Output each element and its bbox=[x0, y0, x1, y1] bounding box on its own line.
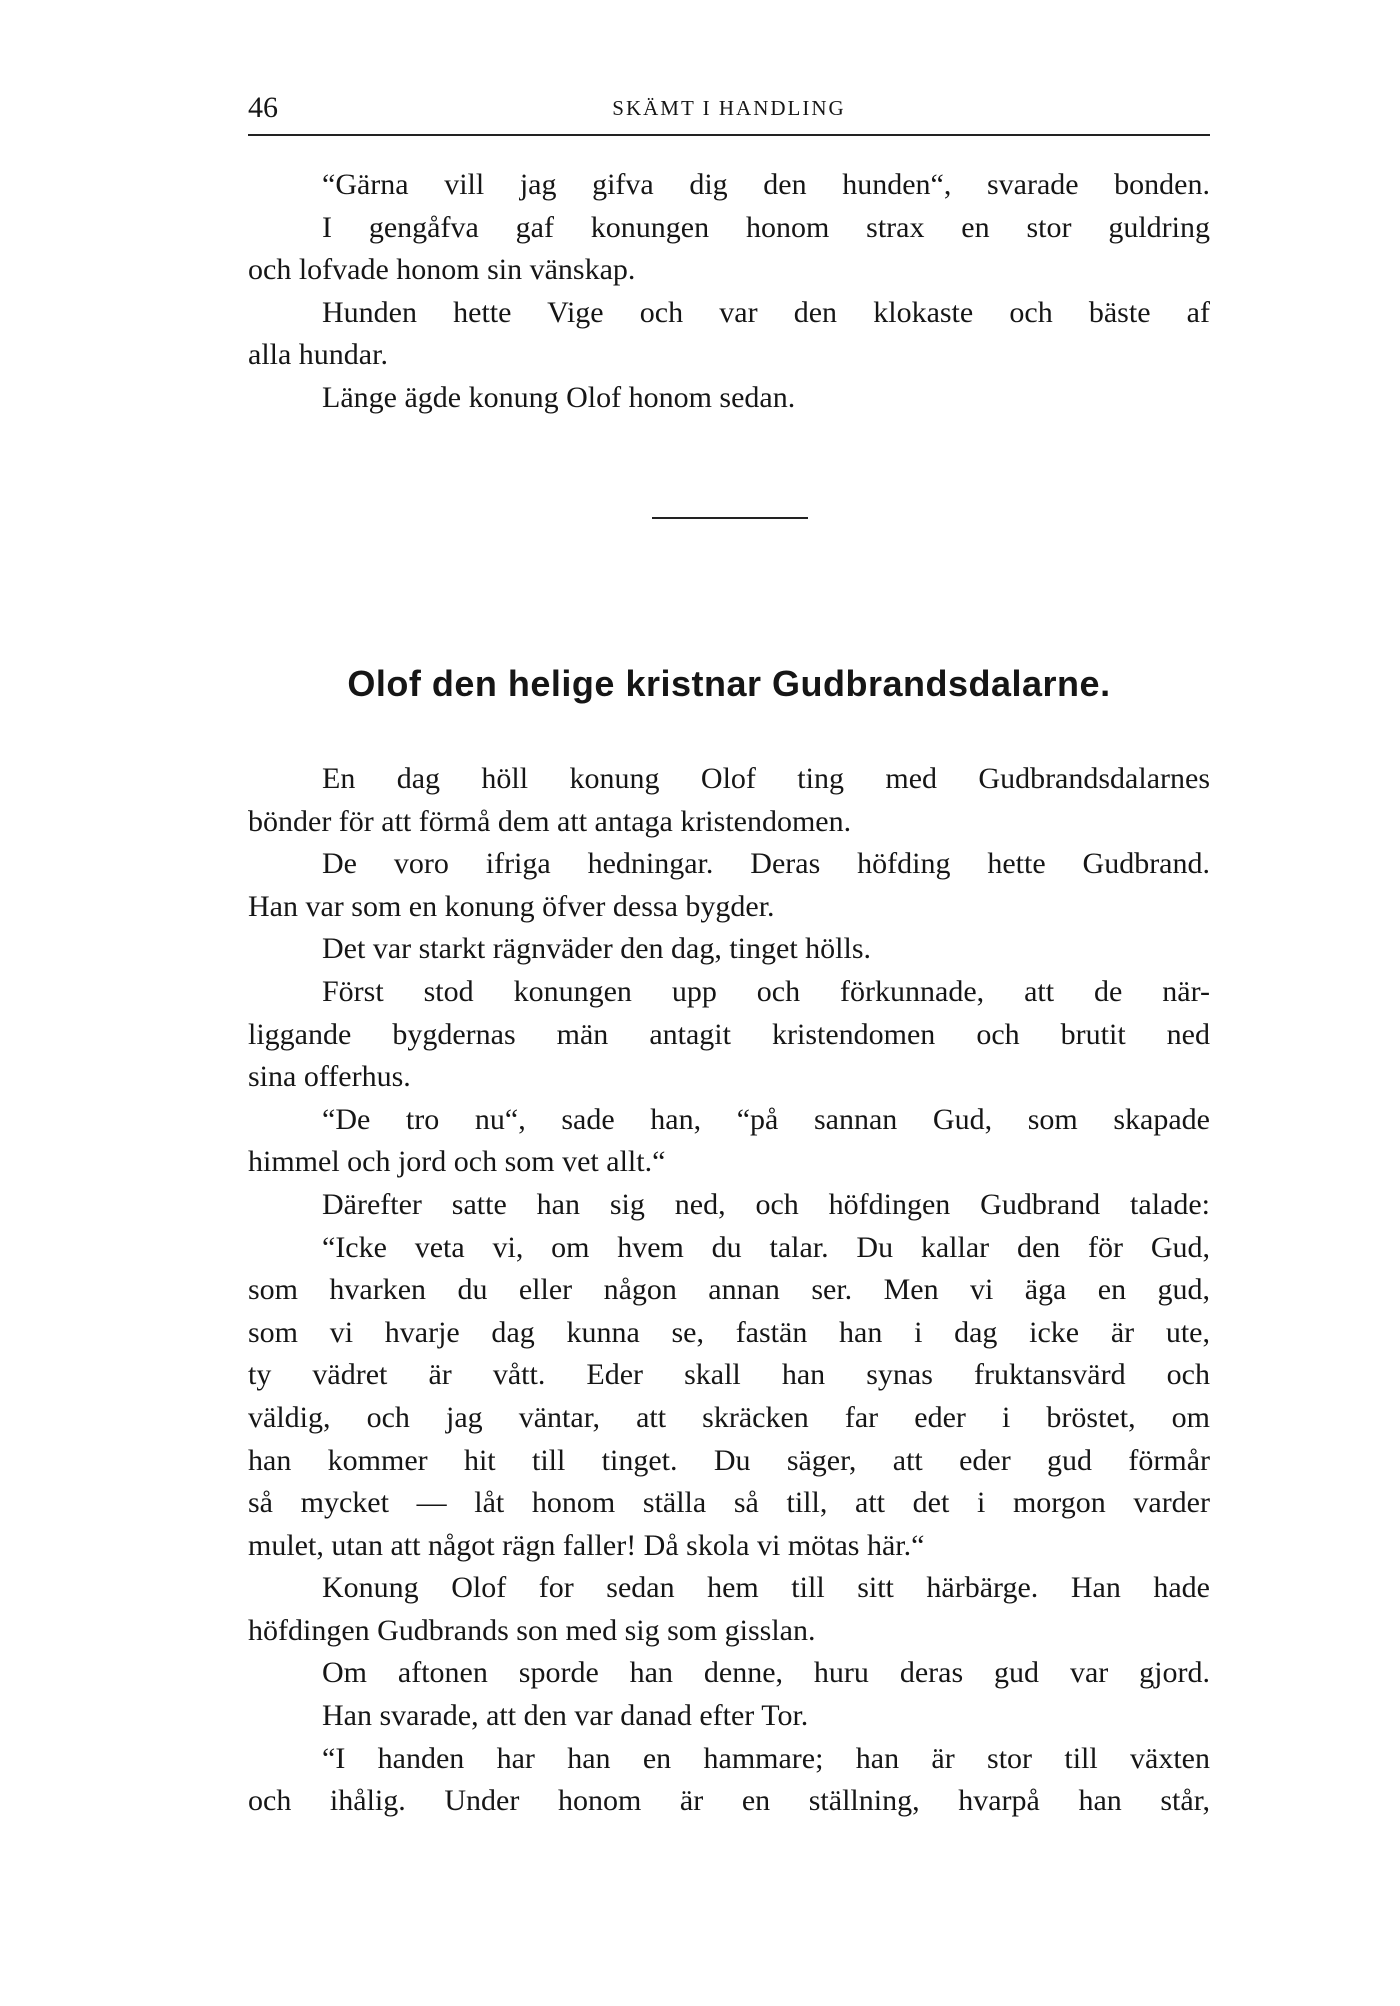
header-rule bbox=[248, 134, 1210, 136]
text-line: bönder för att förmå dem att antaga kristendomen. bbox=[248, 804, 852, 838]
text-line: Konung Olof for sedan hem till sitt härbärge. Han hade bbox=[322, 1571, 1210, 1605]
text-block-second-story bbox=[248, 758, 1210, 1823]
text-line: väldig, och jag väntar, att skräcken far eder i bröstet, om bbox=[248, 1400, 1210, 1434]
text-line: liggande bygdernas män antagit kristendomen och brutit ned bbox=[248, 1017, 1210, 1051]
text-line: En dag höll konung Olof ting med Gudbrandsdalarnes bbox=[322, 762, 1210, 795]
text-line: Hunden hette Vige och var den klokaste och bäste af bbox=[322, 295, 1210, 329]
text-line: Om aftonen sporde han denne, huru deras gud var gjord. bbox=[322, 1656, 1210, 1690]
text-line: alla hundar. bbox=[248, 338, 388, 372]
text-line: Han var som en konung öfver dessa bygder. bbox=[248, 889, 775, 923]
text-line: så mycket — låt honom ställa så till, att det i morgon varder bbox=[248, 1486, 1210, 1520]
text-line: sina offerhus. bbox=[248, 1060, 411, 1094]
text-block-first-story bbox=[248, 164, 1210, 420]
text-line: höfdingen Gudbrands son med sig som gisslan. bbox=[248, 1613, 816, 1647]
text-line: Han svarade, att den var danad efter Tor. bbox=[322, 1699, 809, 1733]
text-line: “Gärna vill jag gifva dig den hunden“, svarade bonden. bbox=[322, 168, 1210, 201]
section-heading: Olof den helige kristnar Gudbrandsdalarne. bbox=[347, 663, 1111, 704]
running-head bbox=[248, 88, 1210, 128]
text-line: De voro ifriga hedningar. Deras höfding hette Gudbrand. bbox=[322, 847, 1210, 881]
text-line: som hvarken du eller någon annan ser. Men vi äga en gud, bbox=[248, 1273, 1210, 1307]
section-divider bbox=[652, 517, 808, 519]
text-line: “I handen har han en hammare; han är stor till växten bbox=[322, 1741, 1210, 1775]
text-line: “De tro nu“, sade han, “på sannan Gud, som skapade bbox=[322, 1102, 1210, 1136]
text-line: mulet, utan att något rägn faller! Då skola vi mötas här.“ bbox=[248, 1528, 925, 1562]
text-line: Därefter satte han sig ned, och höfdingen Gudbrand talade: bbox=[322, 1187, 1210, 1221]
text-line: som vi hvarje dag kunna se, fastän han i dag icke är ute, bbox=[248, 1315, 1210, 1349]
running-title: SKÄMT I HANDLING bbox=[612, 96, 846, 120]
page-number: 46 bbox=[248, 91, 278, 124]
text-line: Det var starkt rägnväder den dag, tinget hölls. bbox=[322, 932, 871, 966]
text-line: Länge ägde konung Olof honom sedan. bbox=[322, 380, 796, 414]
text-line: Först stod konungen upp och förkunnade, att de när- bbox=[322, 974, 1210, 1008]
text-line: och lofvade honom sin vänskap. bbox=[248, 253, 636, 287]
text-line: ty vädret är vått. Eder skall han synas fruktansvärd och bbox=[248, 1358, 1210, 1392]
text-line: “Icke veta vi, om hvem du talar. Du kallar den för Gud, bbox=[322, 1230, 1210, 1264]
text-line: och ihålig. Under honom är en ställning, hvarpå han står, bbox=[248, 1784, 1210, 1818]
text-line: han kommer hit till tinget. Du säger, att eder gud förmår bbox=[248, 1443, 1210, 1477]
text-line: I gengåfva gaf konungen honom strax en stor guldring bbox=[322, 210, 1210, 244]
text-line: himmel och jord och som vet allt.“ bbox=[248, 1145, 666, 1179]
